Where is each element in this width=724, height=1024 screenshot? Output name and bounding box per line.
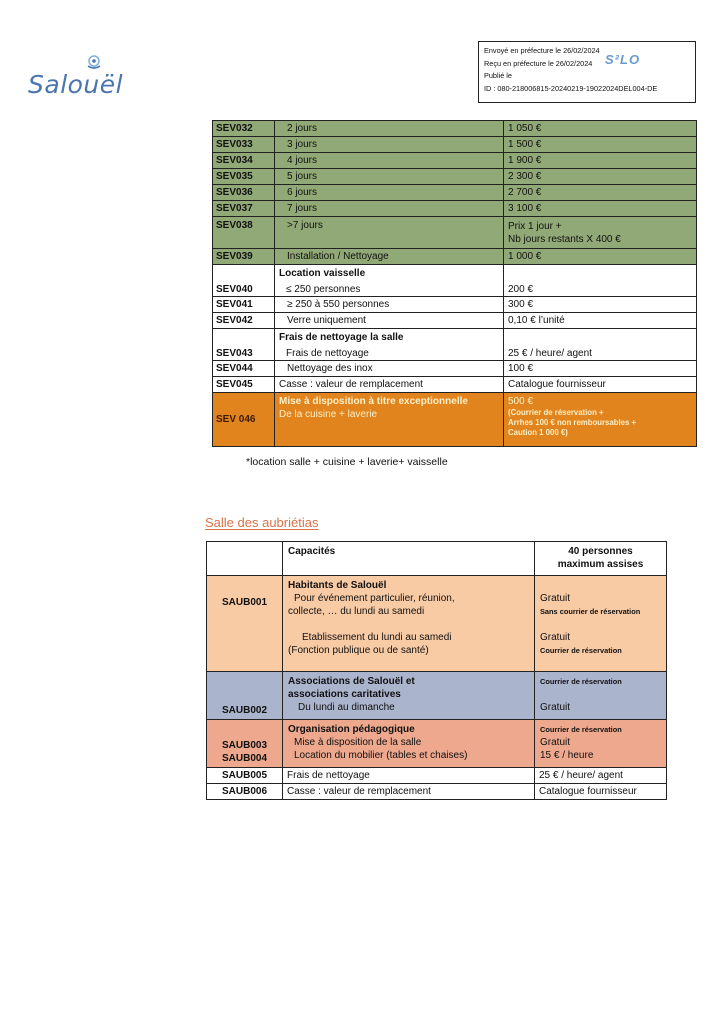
price-line: Nb jours restants X 400 € <box>508 233 621 245</box>
table-row <box>213 249 697 265</box>
logo-swirl-icon <box>84 52 104 72</box>
row-code: SEV037 <box>213 201 275 217</box>
table-row <box>207 672 667 720</box>
section-title: Salle des aubriétias <box>205 515 319 530</box>
row-label <box>275 393 504 447</box>
header-capacity-label: Capacités <box>288 546 336 557</box>
price-line: Gratuit <box>540 737 571 748</box>
header-capacity <box>283 542 535 576</box>
row-code: SEV043 <box>213 329 275 361</box>
prefecture-stamp <box>478 41 696 103</box>
row-line: Pour événement particulier, réunion, <box>294 593 455 604</box>
row-label: ≥ 250 à 550 personnes <box>275 297 504 313</box>
row-label-text: ≤ 250 personnes <box>286 284 361 295</box>
footnote: *location salle + cuisine + laverie+ vaisselle <box>246 456 448 468</box>
salouel-logo <box>28 52 148 102</box>
row-price: 25 € / heure/ agent <box>504 329 697 361</box>
row-code: SEV036 <box>213 185 275 201</box>
price-note: Sans courrier de réservation <box>540 607 641 616</box>
row-line: collecte, … du lundi au samedi <box>288 606 425 617</box>
header-empty-cell <box>207 542 283 576</box>
price-line: Gratuit <box>540 593 571 604</box>
table-row <box>213 217 697 249</box>
row-label <box>283 576 535 672</box>
row-label <box>275 329 504 361</box>
row-code: SEV039 <box>213 249 275 265</box>
row-title: Associations de Salouël et <box>288 676 415 687</box>
row-label <box>275 265 504 297</box>
stamp-sent: Envoyé en préfecture le 26/02/2024 <box>484 46 600 55</box>
row-label: 5 jours <box>275 169 504 185</box>
row-price <box>504 393 697 447</box>
price-line: 15 € / heure <box>540 750 594 761</box>
row-label: 6 jours <box>275 185 504 201</box>
row-price <box>535 576 667 672</box>
spacer <box>540 579 661 592</box>
row-line: Location du mobilier (tables et chaises) <box>294 750 468 761</box>
row-label: Casse : valeur de remplacement <box>275 377 504 393</box>
row-title: associations caritatives <box>288 689 401 700</box>
pricing-table-salle <box>212 120 697 447</box>
row-label: Frais de nettoyage <box>283 768 535 784</box>
row-title: Habitants de Salouël <box>288 580 387 591</box>
table-row <box>207 576 667 672</box>
row-label: 3 jours <box>275 137 504 153</box>
table-row <box>213 265 697 297</box>
group-header: Frais de nettoyage la salle <box>279 332 404 343</box>
price-note: Arrhes 100 € non remboursables + <box>508 418 637 427</box>
group-header: Location vaisselle <box>279 268 366 279</box>
row-code: SEV040 <box>213 265 275 297</box>
row-label <box>283 672 535 720</box>
row-code: SAUB006 <box>207 784 283 800</box>
row-code: SAUB002 <box>207 672 283 720</box>
price-note: (Courrier de réservation + <box>508 408 604 417</box>
row-line: (Fonction publique ou de santé) <box>288 645 429 656</box>
table-row <box>213 201 697 217</box>
price-line: Prix 1 jour + <box>508 220 562 232</box>
stamp-received: Reçu en préfecture le 26/02/2024 <box>484 58 593 68</box>
row-label-line: Mise à disposition à titre exceptionnelle <box>279 396 468 407</box>
row-code: SEV035 <box>213 169 275 185</box>
table-row <box>213 313 697 329</box>
row-price: Catalogue fournisseur <box>504 377 697 393</box>
row-code: SEV038 <box>213 217 275 249</box>
pricing-table-aubrietias <box>206 541 667 800</box>
row-code <box>207 720 283 768</box>
row-code: SEV045 <box>213 377 275 393</box>
price-line: Gratuit <box>540 632 571 643</box>
table-row <box>213 329 697 361</box>
table-row <box>213 393 697 447</box>
row-price: 1 050 € <box>504 121 697 137</box>
table-row <box>213 185 697 201</box>
row-label: Verre uniquement <box>275 313 504 329</box>
table-row <box>213 361 697 377</box>
table-row <box>213 153 697 169</box>
spacer <box>540 618 661 631</box>
table-row <box>207 768 667 784</box>
header-line: 40 personnes <box>568 546 633 557</box>
row-label: >7 jours <box>275 217 504 249</box>
row-code: SEV034 <box>213 153 275 169</box>
table-row <box>213 297 697 313</box>
row-price: 1 000 € <box>504 249 697 265</box>
row-label <box>283 720 535 768</box>
row-line: Mise à disposition de la salle <box>294 737 422 748</box>
row-code: SEV 046 <box>213 393 275 447</box>
header-capacity-value <box>535 542 667 576</box>
table-row <box>213 169 697 185</box>
row-price: 300 € <box>504 297 697 313</box>
row-label: Nettoyage des inox <box>275 361 504 377</box>
price-note: Courrier de réservation <box>540 677 622 686</box>
row-price: 2 300 € <box>504 169 697 185</box>
row-price <box>535 672 667 720</box>
row-price: 0,10 € l’unité <box>504 313 697 329</box>
row-price <box>504 217 697 249</box>
row-label: Casse : valeur de remplacement <box>283 784 535 800</box>
table-row <box>207 784 667 800</box>
row-price: 2 700 € <box>504 185 697 201</box>
row-price: 3 100 € <box>504 201 697 217</box>
logo-text: Salouël <box>28 70 124 99</box>
row-code: SEV042 <box>213 313 275 329</box>
table-row <box>213 137 697 153</box>
spacer <box>288 618 529 631</box>
row-code: SEV044 <box>213 361 275 377</box>
row-label: 4 jours <box>275 153 504 169</box>
price-line: 500 € <box>508 396 534 407</box>
price-note: Caution 1 000 €) <box>508 428 568 437</box>
row-label: Installation / Nettoyage <box>275 249 504 265</box>
stamp-id: ID : 080-218006815-20240219-19022024DEL004-DE <box>484 83 658 93</box>
price-note: Courrier de réservation <box>540 725 622 734</box>
row-code: SAUB001 <box>207 576 283 672</box>
row-code: SEV033 <box>213 137 275 153</box>
row-label-text: Frais de nettoyage <box>286 348 369 359</box>
table-row <box>213 121 697 137</box>
row-label: 2 jours <box>275 121 504 137</box>
table-header-row <box>207 542 667 576</box>
row-line: Etablissement du lundi au samedi <box>302 632 452 643</box>
row-price: 200 € <box>504 265 697 297</box>
row-price: 100 € <box>504 361 697 377</box>
stamp-published: Publié le <box>484 71 512 80</box>
row-code: SEV032 <box>213 121 275 137</box>
row-line: Du lundi au dimanche <box>298 702 395 713</box>
header-line: maximum assises <box>557 559 644 570</box>
stamp-logo-mark: S²LO <box>605 52 641 67</box>
row-price: Catalogue fournisseur <box>535 784 667 800</box>
row-code: SAUB005 <box>207 768 283 784</box>
table-row <box>213 377 697 393</box>
spacer <box>540 688 661 701</box>
price-note: Courrier de réservation <box>540 646 622 655</box>
row-price <box>535 720 667 768</box>
row-title: Organisation pédagogique <box>288 724 415 735</box>
row-code-line: SAUB004 <box>221 753 268 764</box>
row-code-line: SAUB003 <box>221 740 268 751</box>
row-label-line: De la cuisine + laverie <box>279 409 378 420</box>
row-price: 1 900 € <box>504 153 697 169</box>
table-row <box>207 720 667 768</box>
row-price: 1 500 € <box>504 137 697 153</box>
price-line: Gratuit <box>540 702 571 713</box>
row-price: 25 € / heure/ agent <box>535 768 667 784</box>
row-label: 7 jours <box>275 201 504 217</box>
row-code: SEV041 <box>213 297 275 313</box>
